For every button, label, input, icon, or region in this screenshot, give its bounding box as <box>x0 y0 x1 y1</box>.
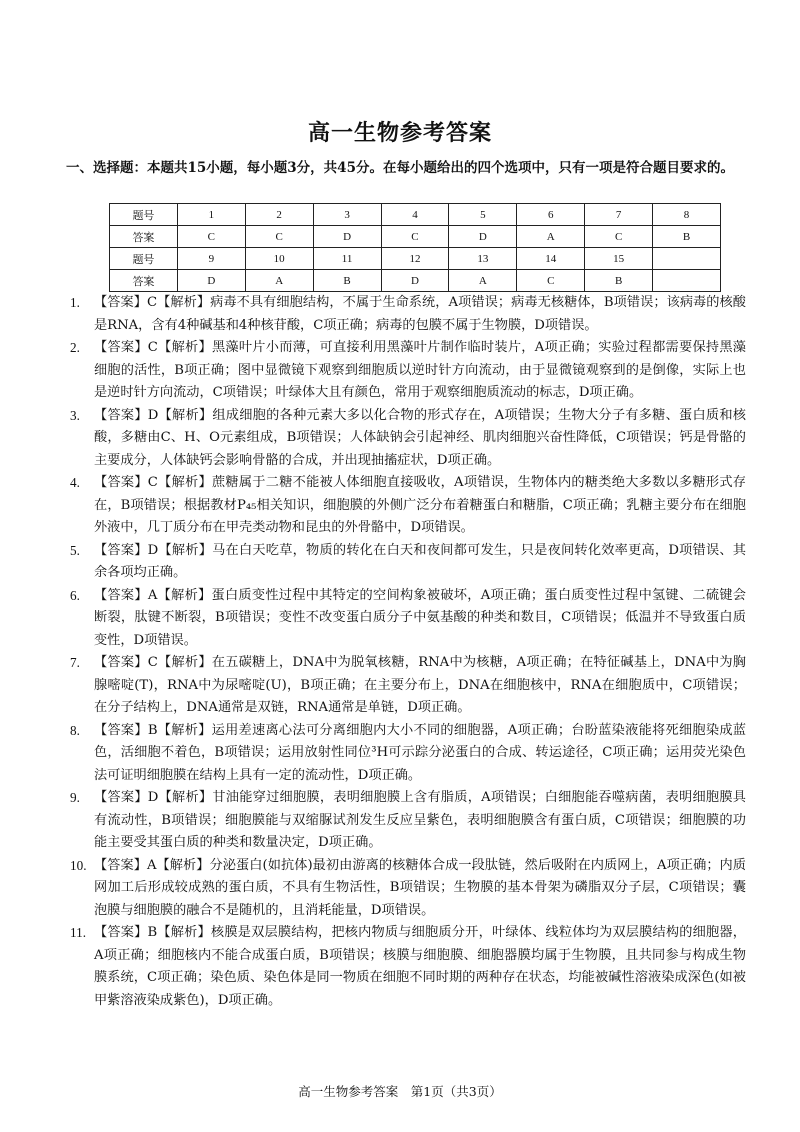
table-cell: B <box>653 226 721 248</box>
table-cell: D <box>313 226 381 248</box>
table-cell: 4 <box>381 204 449 226</box>
table-cell: 13 <box>449 248 517 270</box>
table-cell: 2 <box>245 204 313 226</box>
table-cell: D <box>381 270 449 292</box>
answer-text: 【答案】C【解析】黑藻叶片小而薄，可直接利用黑藻叶片制作临时装片，A项正确；实验过程都需要保持黑藻细胞的活性，B项正确；图中显微镜下观察到细胞质以逆时针方向流动，由于显微镜观察到的是倒像，实际上也是逆时针方向流动，C项错误；叶绿体大且有颜色，常用于观察细胞质流动的标志，D项正确。 <box>94 340 746 400</box>
table-cell: C <box>517 270 585 292</box>
table-row-header-cell: 答案 <box>110 270 178 292</box>
table-cell: C <box>245 226 313 248</box>
answer-text: 【答案】A【解析】蛋白质变性过程中其特定的空间构象被破坏，A项正确；蛋白质变性过程中氢键、二硫键会断裂，肽键不断裂，B项错误；变性不改变蛋白质分子中氨基酸的种类和数目，C项错误；低温并不导致蛋白质变性，D项错误。 <box>94 587 746 648</box>
table-cell: B <box>585 270 653 292</box>
table-cell: B <box>313 270 381 292</box>
table-row <box>110 270 721 292</box>
table-cell <box>653 270 721 292</box>
answer-number: 6. <box>70 587 80 603</box>
answer-number: 5. <box>70 542 80 558</box>
table-row <box>110 248 721 270</box>
answer-item <box>70 652 746 720</box>
table-cell: A <box>517 226 585 248</box>
answer-number: 1. <box>70 295 80 310</box>
table-row <box>110 226 721 248</box>
answer-item <box>70 540 746 585</box>
answer-item <box>70 720 746 788</box>
answer-item <box>70 337 746 405</box>
table-cell: C <box>381 226 449 248</box>
table-cell: C <box>177 226 245 248</box>
answer-item <box>70 292 746 337</box>
answer-list <box>70 292 746 1012</box>
table-cell: 11 <box>313 248 381 270</box>
table-cell: C <box>585 226 653 248</box>
answer-text: 【答案】A【解析】分泌蛋白(如抗体)最初由游离的核糖体合成一段肽链，然后吸附在内质网上，A项正确；内质网加工后形成较成熟的蛋白质，不具有生物活性，B项错误；生物膜的基本骨架为磷脂双分子层，C项错误；囊泡膜与细胞膜的融合不是随机的，且消耗能量，D项错误。 <box>94 857 746 918</box>
answer-number: 2. <box>70 340 80 355</box>
table-cell: 8 <box>653 204 721 226</box>
answer-number: 4. <box>70 475 80 490</box>
answer-number: 7. <box>70 655 80 670</box>
answer-text: 【答案】C【解析】病毒不具有细胞结构，不属于生命系统，A项错误；病毒无核糖体，B项错误；该病毒的核酸是RNA，含有4种碱基和4种核苷酸，C项正确；病毒的包膜不属于生物膜，D项错误。 <box>94 295 746 333</box>
table-cell: D <box>177 270 245 292</box>
table-cell: 10 <box>245 248 313 270</box>
answer-item <box>70 787 746 855</box>
answer-text: 【答案】B【解析】运用差速离心法可分离细胞内大小不同的细胞器，A项正确；台盼蓝染液能将死细胞染成蓝色，活细胞不着色，B项错误；运用放射性同位³H可示踪分泌蛋白的合成、转运途径，C项正确；运用荧光染色法可证明细胞膜在结构上具有一定的流动性，D项正确。 <box>94 722 746 783</box>
answer-text: 【答案】C【解析】蔗糖属于二糖不能被人体细胞直接吸收，A项错误，生物体内的糖类绝大多数以多糖形式存在，B项错误；根据教材P₄₅相关知识，细胞膜的外侧广泛分布着糖蛋白和糖脂，C项正确；乳糖主要分布在细胞外液中，几丁质分布在甲壳类动物和昆虫的外骨骼中，D项错误。 <box>94 475 746 535</box>
answer-text: 【答案】D【解析】甘油能穿过细胞膜，表明细胞膜上含有脂质，A项错误；白细胞能吞噬病菌，表明细胞膜具有流动性，B项错误；细胞膜能与双缩脲试剂发生反应呈紫色，表明细胞膜含有蛋白质，C项错误；细胞膜的功能主要受其蛋白质的种类和数量决定，D项正确。 <box>94 790 746 850</box>
table-row-header-cell: 答案 <box>110 226 178 248</box>
section-heading: 一、选择题：本题共15小题，每小题3分，共45分。在每小题给出的四个选项中，只有一项是符合题目要求的。 <box>66 160 734 176</box>
table-cell: 5 <box>449 204 517 226</box>
answer-number: 11. <box>70 925 86 940</box>
page-footer: 高一生物参考答案 第1页（共3页） <box>298 1084 502 1099</box>
table-cell: 7 <box>585 204 653 226</box>
table-cell <box>653 248 721 270</box>
answer-number: 8. <box>70 722 80 738</box>
table-cell: 14 <box>517 248 585 270</box>
answer-number: 9. <box>70 790 80 805</box>
answer-number: 10. <box>70 857 87 873</box>
table-cell: 15 <box>585 248 653 270</box>
table-row-header-cell: 题号 <box>110 248 178 270</box>
answer-text: 【答案】C【解析】在五碳糖上，DNA中为脱氧核糖，RNA中为核糖，A项正确；在特征碱基上，DNA中为胸腺嘧啶(T)，RNA中为尿嘧啶(U)，B项正确；在主要分布上，DNA在细胞核中，RNA在细胞质中，C项错误；在分子结构上，DNA通常是双链，RNA通常是单链，D项正确。 <box>94 655 746 715</box>
page-title: 高一生物参考答案 <box>307 120 492 146</box>
answer-item <box>70 922 746 1012</box>
table-cell: 12 <box>381 248 449 270</box>
table-cell: A <box>245 270 313 292</box>
table-cell: D <box>449 226 517 248</box>
table-cell: 6 <box>517 204 585 226</box>
answer-text: 【答案】B【解析】核膜是双层膜结构，把核内物质与细胞质分开，叶绿体、线粒体均为双层膜结构的细胞器，A项正确；细胞核内不能合成蛋白质，B项错误；核膜与细胞膜、细胞器膜均属于生物膜，且共同参与构成生物膜系统，C项正确；染色质、染色体是同一物质在细胞不同时期的两种存在状态，均能被碱性溶液染成深色(如被甲紫溶液染成紫色)，D项正确。 <box>94 925 746 1008</box>
table-cell: 1 <box>177 204 245 226</box>
answer-item <box>70 405 746 473</box>
answer-text: 【答案】D【解析】马在白天吃草，物质的转化在白天和夜间都可发生，只是夜间转化效率更高，D项错误、其余各项均正确。 <box>94 542 746 580</box>
answer-item <box>70 855 746 923</box>
answer-table <box>109 203 721 292</box>
table-row <box>110 204 721 226</box>
answer-item <box>70 472 746 540</box>
table-cell: 9 <box>177 248 245 270</box>
answer-item <box>70 585 746 653</box>
table-cell: A <box>449 270 517 292</box>
table-cell: 3 <box>313 204 381 226</box>
answer-text: 【答案】D【解析】组成细胞的各种元素大多以化合物的形式存在，A项错误；生物大分子有多糖、蛋白质和核酸，多糖由C、H、O元素组成，B项错误；人体缺钠会引起神经、肌肉细胞兴奋性降低，C项错误；钙是骨骼的主要成分，人体缺钙会影响骨骼的合成，并出现抽搐症状，D项正确。 <box>94 407 746 468</box>
answer-number: 3. <box>70 407 80 423</box>
table-row-header-cell: 题号 <box>110 204 178 226</box>
